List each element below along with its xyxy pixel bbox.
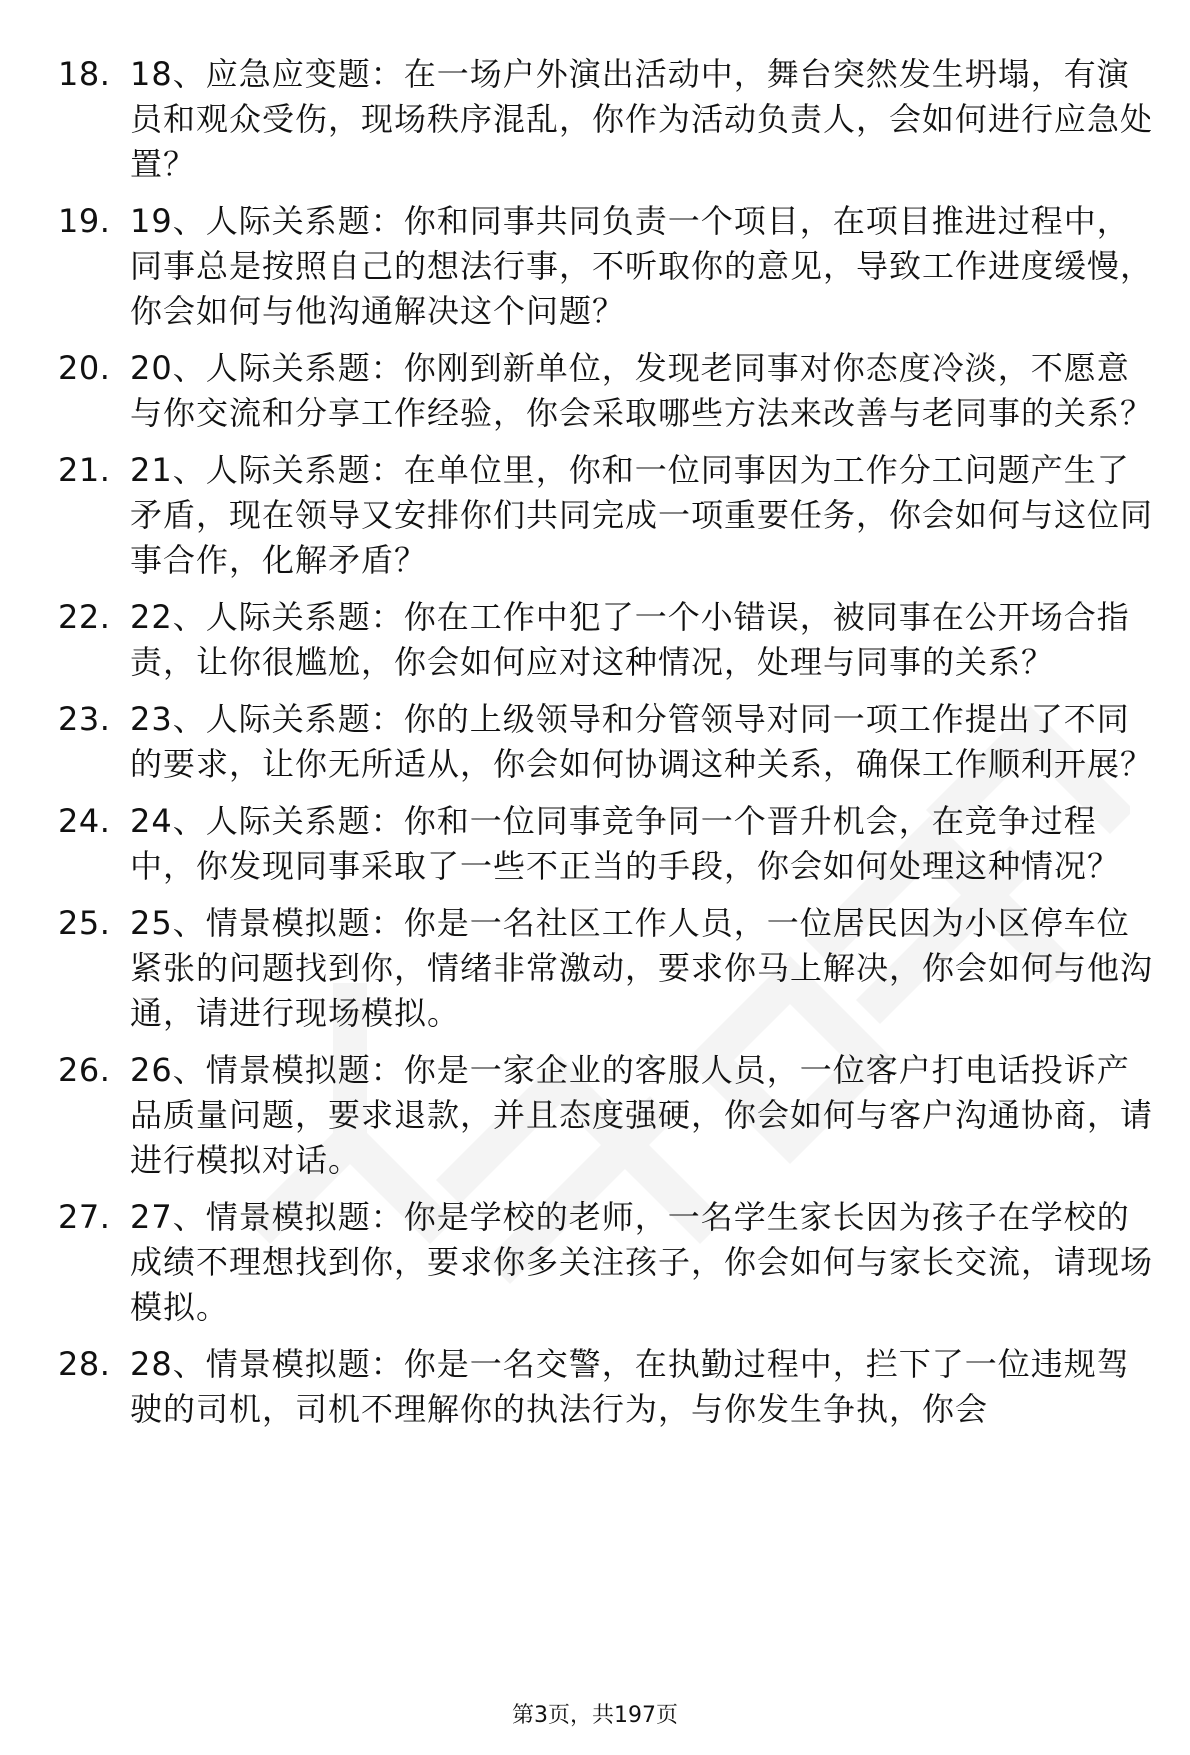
question-text: 20、人际关系题：你刚到新单位，发现老同事对你态度冷淡，不愿意与你交流和分享工作经验，你会采取哪些方法来改善与老同事的关系？ <box>130 349 1154 432</box>
question-number: 22. <box>58 598 111 636</box>
question-number: 23. <box>58 700 111 738</box>
question-item <box>58 799 1158 889</box>
question-text: 21、人际关系题：在单位里，你和一位同事因为工作分工问题产生了矛盾，现在领导又安排你们共同完成一项重要任务，你会如何与这位同事合作，化解矛盾？ <box>130 451 1154 579</box>
question-text: 23、人际关系题：你的上级领导和分管领导对同一项工作提出了不同的要求，让你无所适从，你会如何协调这种关系，确保工作顺利开展？ <box>130 700 1154 783</box>
question-text: 25、情景模拟题：你是一名社区工作人员，一位居民因为小区停车位紧张的问题找到你，情绪非常激动，要求你马上解决，你会如何与他沟通，请进行现场模拟。 <box>130 904 1154 1032</box>
question-text: 22、人际关系题：你在工作中犯了一个小错误，被同事在公开场合指责，让你很尴尬，你会如何应对这种情况，处理与同事的关系？ <box>130 598 1130 681</box>
question-item <box>58 1342 1158 1432</box>
question-number: 24. <box>58 802 111 840</box>
question-item <box>58 52 1158 187</box>
question-item <box>58 1195 1158 1330</box>
question-item <box>58 1048 1158 1183</box>
question-number: 25. <box>58 904 111 942</box>
question-number: 21. <box>58 451 111 489</box>
question-number: 20. <box>58 349 111 387</box>
question-item <box>58 346 1158 436</box>
question-text: 19、人际关系题：你和同事共同负责一个项目，在项目推进过程中，同事总是按照自己的想法行事，不听取你的意见，导致工作进度缓慢，你会如何与他沟通解决这个问题？ <box>130 202 1154 330</box>
question-number: 26. <box>58 1051 111 1089</box>
question-number: 28. <box>58 1345 111 1383</box>
question-text: 27、情景模拟题：你是学校的老师，一名学生家长因为孩子在学校的成绩不理想找到你，要求你多关注孩子，你会如何与家长交流，请现场模拟。 <box>130 1198 1154 1326</box>
question-number: 18. <box>58 55 111 93</box>
question-number: 19. <box>58 202 111 240</box>
question-item <box>58 595 1158 685</box>
question-text: 26、情景模拟题：你是一家企业的客服人员，一位客户打电话投诉产品质量问题，要求退款，并且态度强硬，你会如何与客户沟通协商，请进行模拟对话。 <box>130 1051 1154 1179</box>
question-item <box>58 901 1158 1036</box>
question-item <box>58 697 1158 787</box>
question-item <box>58 448 1158 583</box>
question-number: 27. <box>58 1198 111 1236</box>
question-text: 18、应急应变题：在一场户外演出活动中，舞台突然发生坍塌，有演员和观众受伤，现场秩序混乱，你作为活动负责人，会如何进行应急处置？ <box>130 55 1154 183</box>
question-text: 24、人际关系题：你和一位同事竞争同一个晋升机会，在竞争过程中，你发现同事采取了一些不正当的手段，你会如何处理这种情况？ <box>130 802 1121 885</box>
question-list <box>58 52 1158 1444</box>
page-number-footer: 第3页，共197页 <box>512 1703 678 1728</box>
question-item <box>58 199 1158 334</box>
question-text: 28、情景模拟题：你是一名交警，在执勤过程中，拦下了一位违规驾驶的司机，司机不理解你的执法行为，与你发生争执，你会 <box>130 1345 1130 1428</box>
